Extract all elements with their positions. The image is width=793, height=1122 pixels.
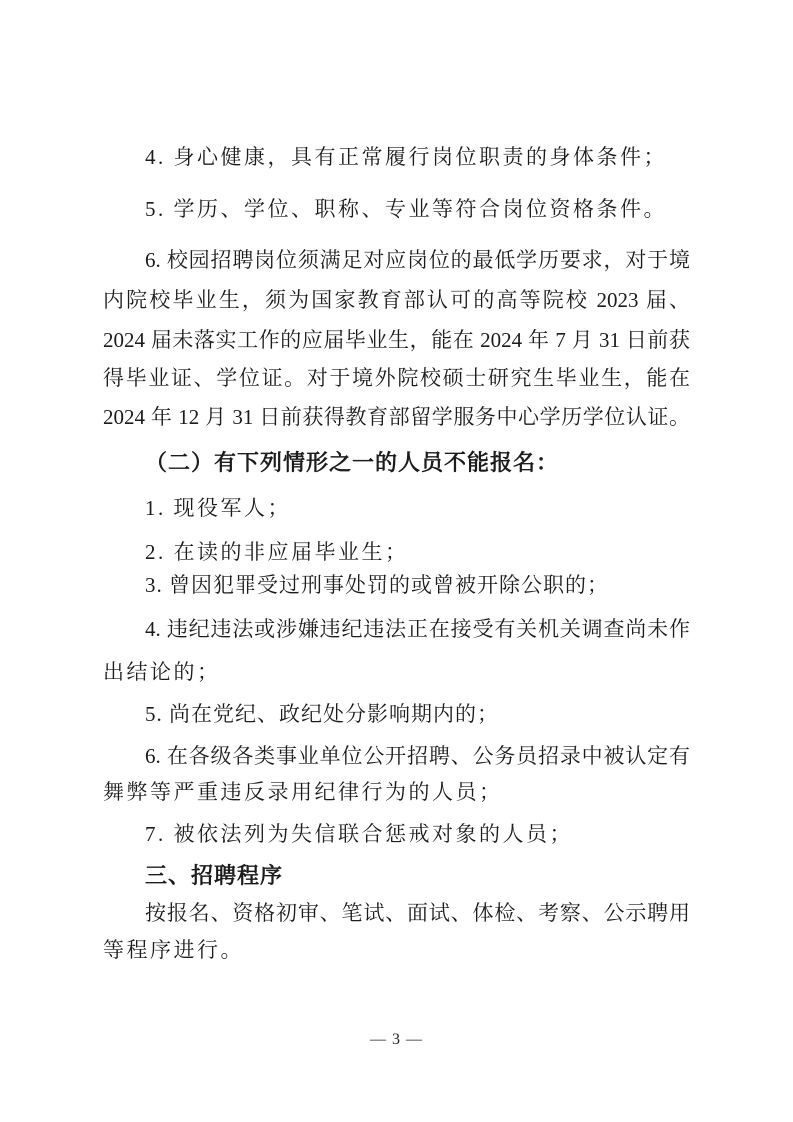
disqualification-item-6-line-2: 舞弊等严重违反录用纪律行为的人员； (103, 780, 503, 804)
section-2-2-heading: （二）有下列情形之一的人员不能报名： (145, 450, 560, 475)
disqualification-item-4-line-1: 4. 违纪违法或涉嫌违纪违法正在接受有关机关调查尚未作 (145, 617, 690, 641)
disqualification-item-6-line-1: 6. 在各级各类事业单位公开招聘、公务员招录中被认定有 (145, 744, 690, 768)
disqualification-item-7: 7. 被依法列为失信联合惩戒对象的人员； (145, 822, 573, 846)
disqualification-item-5: 5. 尚在党纪、政纪处分影响期内的； (145, 702, 499, 726)
disqualification-item-3: 3. 曾因犯罪受过刑事处罚的或曾被开除公职的； (145, 573, 609, 597)
eligibility-item-6-line-3: 2024 届未落实工作的应届毕业生，能在 2024 年 7 月 31 日前获 (103, 328, 690, 352)
eligibility-item-6-line-2: 内院校毕业生，须为国家教育部认可的高等院校 2023 届、 (103, 288, 690, 312)
eligibility-item-5: 5. 学历、学位、职称、专业等符合岗位资格条件。 (145, 197, 667, 221)
eligibility-item-6-line-1: 6. 校园招聘岗位须满足对应岗位的最低学历要求，对于境 (145, 248, 690, 272)
disqualification-item-2: 2. 在读的非应届毕业生； (145, 540, 409, 564)
procedure-para-line-2: 等程序进行。 (103, 938, 244, 962)
disqualification-item-1: 1. 现役军人； (145, 496, 291, 520)
eligibility-item-6-line-4: 得毕业证、学位证。对于境外院校硕士研究生毕业生，能在 (103, 366, 690, 390)
procedure-para-line-1: 按报名、资格初审、笔试、面试、体检、考察、公示聘用 (145, 901, 690, 925)
eligibility-item-4: 4. 身心健康，具有正常履行岗位职责的身体条件； (145, 145, 667, 169)
disqualification-item-4-line-2: 出结论的； (103, 660, 221, 684)
section-3-heading: 三、招聘程序 (145, 863, 284, 888)
page-number: — 3 — (370, 1031, 423, 1048)
eligibility-item-6-line-5: 2024 年 12 月 31 日前获得教育部留学服务中心学历学位认证。 (103, 405, 690, 429)
